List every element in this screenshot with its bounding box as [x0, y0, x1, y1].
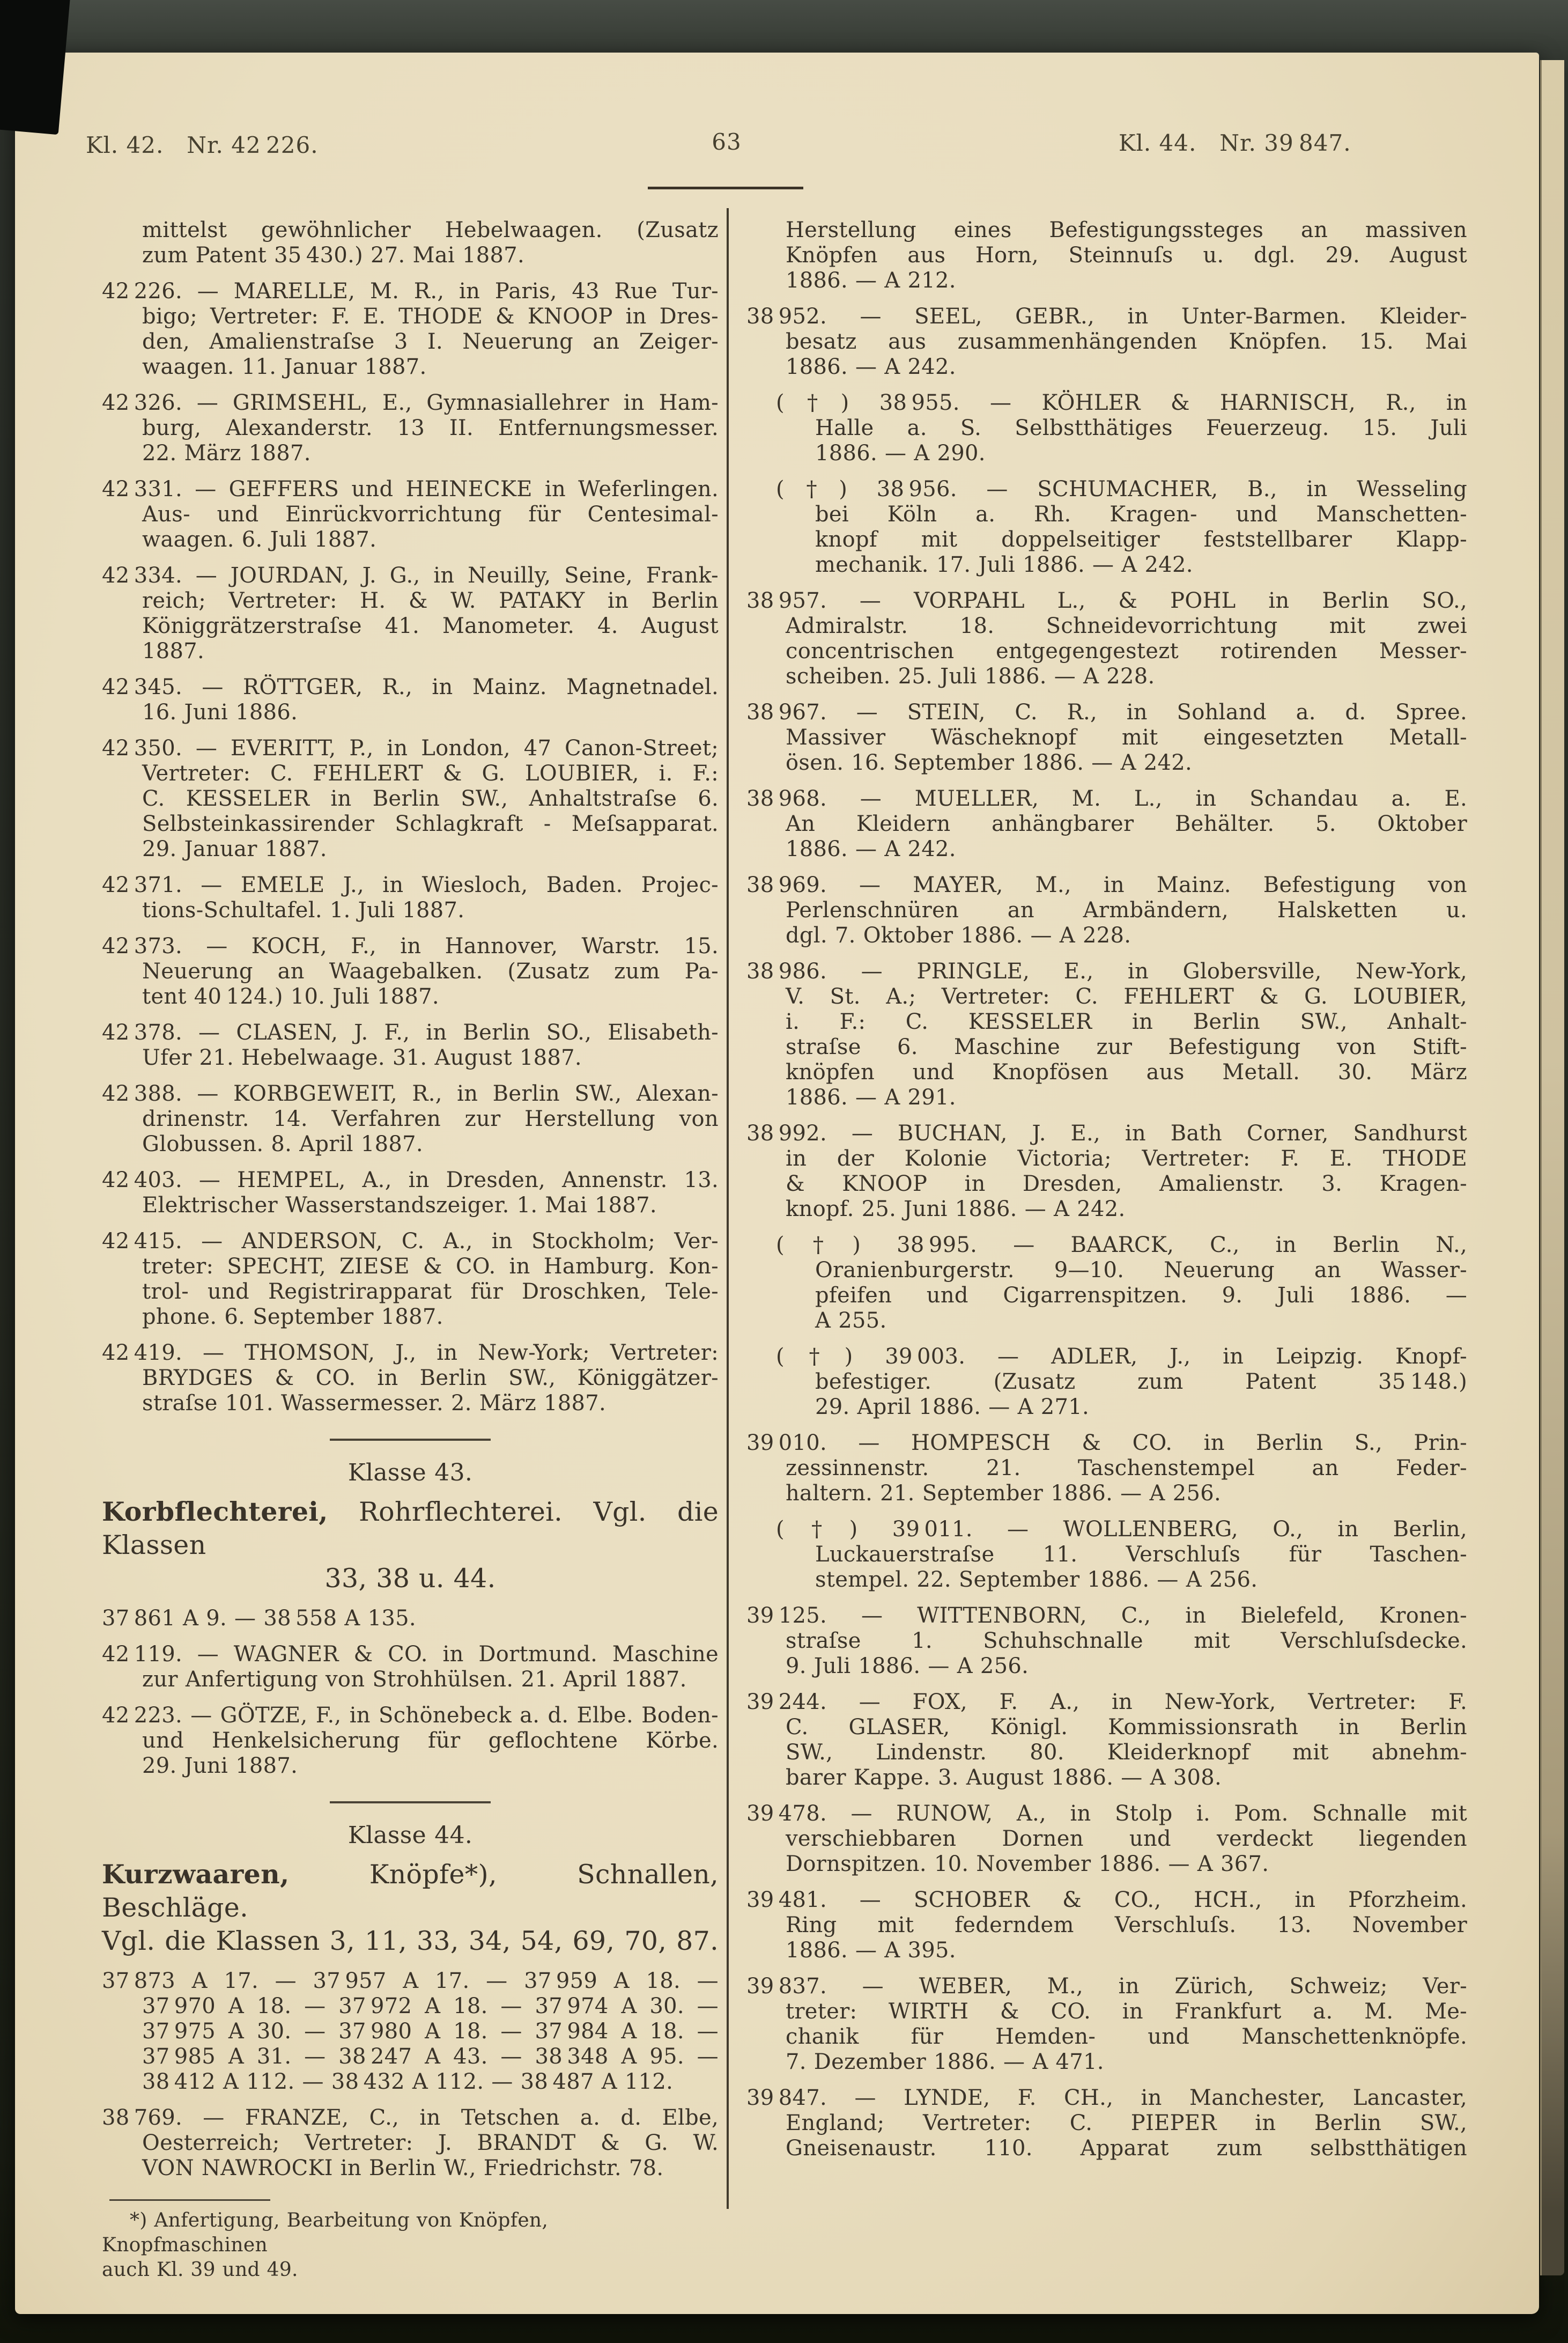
patent-entry — [102, 1340, 719, 1416]
text-line: Massiver Wäscheknopf mit eingesetzten Metall- — [786, 725, 1467, 750]
text-line: befestiger. (Zusatz zum Patent 35 148.) — [815, 1369, 1467, 1394]
text-line: verschiebbaren Dornen und verdeckt liegenden — [786, 1826, 1467, 1851]
class-title-rest: Rohrflechterei. Vgl. die Klassen — [102, 1497, 719, 1560]
patent-entry — [746, 959, 1467, 1110]
patent-entry — [102, 934, 719, 1010]
text-line: besatz aus zusammenhängenden Knöpfen. 15. Mai — [786, 329, 1467, 354]
text-line: haltern. 21. September 1886. — A 256. — [786, 1481, 1221, 1506]
text-line: 42 371. — EMELE J., in Wiesloch, Baden. Projec- — [102, 873, 719, 897]
text-line: 29. April 1886. — A 271. — [815, 1395, 1090, 1419]
text-line: 42 326. — GRIMSEHL, E., Gymnasiallehrer in Ham- — [102, 390, 719, 415]
footnote-rule — [109, 2199, 270, 2201]
left-column — [102, 207, 719, 2282]
patent-entry — [746, 1801, 1467, 1877]
text-line: Halle a. S. Selbstthätiges Feuerzeug. 15. Juli — [815, 416, 1467, 440]
text-line: 38 957. — VORPAHL L., & POHL in Berlin SO., — [746, 588, 1467, 613]
text-line: concentrischen entgegengestezt rotirenden Messer- — [786, 639, 1467, 664]
text-line: 37 975 A 30. — 37 980 A 18. — 37 984 A 18. — — [142, 2019, 719, 2044]
text-line: 38 992. — BUCHAN, J. E., in Bath Corner, Sandhurst — [746, 1121, 1467, 1146]
text-line: 1886. — A 291. — [786, 1085, 956, 1110]
patent-entry — [746, 1121, 1467, 1222]
text-line: knöpfen und Knopfösen aus Metall. 30. März — [786, 1060, 1467, 1085]
text-line: zum Patent 35 430.) 27. Mai 1887. — [142, 243, 525, 268]
text-line: 39 244. — FOX, F. A., in New-York, Vertreter: F. — [746, 1690, 1467, 1714]
patent-entry — [776, 1233, 1467, 1333]
text-line: SW., Lindenstr. 80. Kleiderknopf mit abnehm- — [786, 1740, 1467, 1765]
text-line: 38 769. — FRANZE, C., in Tetschen a. d. Elbe, — [102, 2105, 719, 2130]
column-divider-rule — [727, 208, 729, 2209]
text-line: ösen. 16. September 1886. — A 242. — [786, 750, 1193, 775]
class-title-bold: Korbflechterei, — [102, 1496, 328, 1527]
page-fore-edge — [1540, 60, 1564, 2275]
text-line: 42 350. — EVERITT, P., in London, 47 Canon-Street; — [102, 736, 719, 761]
text-line: 1886. — A 212. — [786, 268, 956, 293]
class-title-rest: Knöpfe*), Schnallen, Beschläge. — [102, 1859, 719, 1923]
text-line: tent 40 124.) 10. Juli 1887. — [142, 984, 439, 1009]
patent-entry — [746, 2086, 1467, 2161]
text-line: auch Kl. 39 und 49. — [102, 2259, 298, 2281]
patent-entry — [746, 1888, 1467, 1963]
patent-entry — [102, 1168, 719, 1218]
text-line: burg, Alexanderstr. 13 II. Entfernungsmesser. — [142, 416, 719, 440]
book-corner-shadow — [0, 0, 70, 135]
text-line: 1886. — A 242. — [786, 355, 956, 379]
text-line: Neuerung an Waagebalken. (Zusatz zum Pa- — [142, 959, 719, 984]
text-line: 39 837. — WEBER, M., in Zürich, Schweiz; Ver- — [746, 1974, 1467, 1999]
patent-entry — [786, 218, 1467, 293]
text-line: straſse 6. Maschine zur Befestigung von Stift- — [786, 1035, 1467, 1059]
text-line: barer Kappe. 3. August 1886. — A 308. — [786, 1765, 1222, 1790]
text-line: und Henkelsicherung für geflochtene Körbe. — [142, 1728, 719, 1753]
text-line: Dornspitzen. 10. November 1886. — A 367. — [786, 1852, 1269, 1876]
text-line: 42 415. — ANDERSON, C. A., in Stockholm; Ver- — [102, 1229, 719, 1254]
text-line: (†) 38 956. — SCHUMACHER, B., in Wesseling — [776, 477, 1467, 502]
text-line: knopf mit doppelseitiger feststellbarer Klapp- — [815, 527, 1467, 552]
running-head-right: Kl. 44. Nr. 39 847. — [1119, 130, 1351, 156]
patent-entry — [102, 563, 719, 664]
patent-entry — [102, 1606, 719, 1631]
patent-entry — [746, 1431, 1467, 1506]
text-line: Oranienburgerstr. 9—10. Neuerung an Wasser- — [815, 1258, 1467, 1283]
text-line: in der Kolonie Victoria; Vertreter: F. E. THODE — [786, 1146, 1467, 1171]
text-line: 38 969. — MAYER, M., in Mainz. Befestigung von — [746, 873, 1467, 897]
patent-entry — [746, 873, 1467, 948]
patent-entry — [746, 1603, 1467, 1679]
text-line: 1887. — [142, 639, 205, 664]
text-line: (†) 39 003. — ADLER, J., in Leipzig. Knopf- — [776, 1344, 1467, 1369]
text-line: 1886. — A 242. — [786, 837, 956, 861]
text-line: Vertreter: C. FEHLERT & G. LOUBIER, i. F.: — [142, 761, 719, 786]
class-title-rest: 33, 38 u. 44. — [324, 1563, 496, 1594]
text-line: A 255. — [815, 1308, 887, 1333]
patent-entry — [776, 1517, 1467, 1593]
text-line: scheiben. 25. Juli 1886. — A 228. — [786, 664, 1155, 689]
patent-entry — [142, 218, 719, 268]
text-line: C. GLASER, Königl. Kommissionsrath in Berlin — [786, 1715, 1467, 1740]
section-separator-rule — [330, 1439, 491, 1441]
patent-entry — [102, 279, 719, 380]
text-line: 39 125. — WITTENBORN, C., in Bielefeld, Kronen- — [746, 1603, 1467, 1628]
text-line: zur Anfertigung von Strohhülsen. 21. April 1887. — [142, 1667, 687, 1692]
text-line: 42 223. — GÖTZE, F., in Schönebeck a. d. Elbe. Boden- — [102, 1703, 719, 1728]
text-line: & KNOOP in Dresden, Amalienstr. 3. Kragen- — [786, 1172, 1467, 1196]
text-line: 38 968. — MUELLER, M. L., in Schandau a. E. — [746, 786, 1467, 811]
text-line: Admiralstr. 18. Schneidevorrichtung mit zwei — [786, 614, 1467, 638]
text-line: Herstellung eines Befestigungssteges an massiven — [786, 218, 1467, 242]
patent-entry — [102, 1703, 719, 1779]
patent-entry — [102, 1020, 719, 1071]
running-head-left: Kl. 42. Nr. 42 226. — [86, 132, 319, 158]
text-line: 22. März 1887. — [142, 441, 311, 466]
class-title-line — [102, 1562, 719, 1595]
right-column — [746, 207, 1467, 2161]
patent-entry — [776, 477, 1467, 578]
text-line: trol- und Registrirapparat für Droschken, Tele- — [142, 1279, 719, 1304]
patent-entry — [102, 1081, 719, 1157]
text-line: 42 419. — THOMSON, J., in New-York; Vertreter: — [102, 1340, 719, 1365]
text-line: knopf. 25. Juni 1886. — A 242. — [786, 1197, 1126, 1221]
text-line: chanik für Hemden- und Manschettenknöpfe. — [786, 2024, 1467, 2049]
text-line: 39 847. — LYNDE, F. CH., in Manchester, Lancaster, — [746, 2086, 1467, 2110]
text-line: mittelst gewöhnlicher Hebelwaagen. (Zusatz — [142, 218, 719, 242]
text-line: 38 412 A 112. — 38 432 A 112. — 38 487 A 112. — [142, 2069, 674, 2094]
class-title-rest: Vgl. die Klassen 3, 11, 33, 34, 54, 69, 70, 87. — [102, 1926, 719, 1956]
text-line: 42 373. — KOCH, F., in Hannover, Warstr. 15. — [102, 934, 719, 959]
patent-entry — [102, 1642, 719, 1692]
patent-entry — [102, 2105, 719, 2181]
text-line: zessinnenstr. 21. Taschenstempel an Feder- — [786, 1456, 1467, 1480]
text-line: 39 481. — SCHOBER & CO., HCH., in Pforzheim. — [746, 1888, 1467, 1912]
text-line: 29. Januar 1887. — [142, 837, 327, 861]
class-heading: Klasse 43. — [347, 1459, 473, 1486]
class-title-bold: Kurzwaaren, — [102, 1859, 290, 1890]
class-title-line — [102, 1925, 719, 1958]
page-number-underline — [648, 187, 803, 189]
text-line: 42 388. — KORBGEWEIT, R., in Berlin SW., Alexan- — [102, 1081, 719, 1106]
text-line: Ring mit federndem Verschluſs. 13. November — [786, 1913, 1467, 1937]
section-separator-rule — [330, 1801, 491, 1803]
patent-entry — [102, 873, 719, 923]
patent-entry — [102, 390, 719, 466]
text-line: England; Vertreter: C. PIEPER in Berlin SW., — [786, 2111, 1467, 2135]
patent-entry — [102, 1969, 719, 2095]
text-line: Perlenschnüren an Armbändern, Halsketten u. — [786, 898, 1467, 923]
text-line: stempel. 22. September 1886. — A 256. — [815, 1567, 1258, 1592]
text-line: bei Köln a. Rh. Kragen- und Manschetten- — [815, 502, 1467, 527]
text-line: 38 986. — PRINGLE, E., in Globersville, New-York, — [746, 959, 1467, 984]
text-line: reich; Vertreter: H. & W. PATAKY in Berlin — [142, 588, 719, 613]
patent-entry — [746, 304, 1467, 380]
text-line: waagen. 11. Januar 1887. — [142, 355, 427, 379]
text-line: 42 119. — WAGNER & CO. in Dortmund. Maschine — [102, 1642, 719, 1667]
text-line: i. F.: C. KESSELER in Berlin SW., Anhalt- — [786, 1010, 1467, 1034]
text-line: drinenstr. 14. Verfahren zur Herstellung von — [142, 1107, 719, 1131]
text-line: Globussen. 8. April 1887. — [142, 1132, 423, 1156]
footnote — [102, 2208, 719, 2282]
text-line: 37 970 A 18. — 37 972 A 18. — 37 974 A 30. — — [142, 1994, 719, 2018]
text-line: Knöpfen aus Horn, Steinnuſs u. dgl. 29. August — [786, 243, 1467, 268]
text-line: 37 861 A 9. — 38 558 A 135. — [102, 1606, 416, 1631]
text-line: mechanik. 17. Juli 1886. — A 242. — [815, 552, 1193, 577]
patent-entry — [746, 1974, 1467, 2075]
patent-entry — [102, 477, 719, 552]
text-line: 42 226. — MARELLE, M. R., in Paris, 43 Rue Tur- — [102, 279, 719, 304]
text-line: Aus- und Einrückvorrichtung für Centesimal- — [142, 502, 719, 527]
text-line: 38 952. — SEEL, GEBR., in Unter-Barmen. Kleider- — [746, 304, 1467, 329]
text-line: V. St. A.; Vertreter: C. FEHLERT & G. LOUBIER, — [786, 984, 1467, 1009]
text-line: 42 345. — RÖTTGER, R., in Mainz. Magnetnadel. — [102, 675, 719, 699]
text-line: 39 010. — HOMPESCH & CO. in Berlin S., Prin- — [746, 1431, 1467, 1455]
text-line: Luckauerstraſse 11. Verschluſs für Taschen- — [815, 1542, 1467, 1567]
text-line: An Kleidern anhängbarer Behälter. 5. Oktober — [786, 812, 1467, 836]
patent-entry — [102, 736, 719, 862]
patent-entry — [746, 786, 1467, 862]
text-line: BRYDGES & CO. in Berlin SW., Königgätzer- — [142, 1366, 719, 1390]
text-line: treter: SPECHT, ZIESE & CO. in Hamburg. Kon- — [142, 1254, 719, 1279]
text-line: waagen. 6. Juli 1887. — [142, 527, 377, 552]
text-line: 42 378. — CLASEN, J. F., in Berlin SO., Elisabeth- — [102, 1020, 719, 1045]
text-line: 42 403. — HEMPEL, A., in Dresden, Annenstr. 13. — [102, 1168, 719, 1192]
text-line: Oesterreich; Vertreter: J. BRANDT & G. W. — [142, 2131, 719, 2155]
scanned-document-page — [15, 53, 1539, 2314]
text-line: pfeifen und Cigarrenspitzen. 9. Juli 1886. — — [815, 1283, 1467, 1308]
text-line: den, Amalienstraſse 3 I. Neuerung an Zeiger- — [142, 329, 719, 354]
text-line: 42 331. — GEFFERS und HEINECKE in Weferlingen. — [102, 477, 719, 502]
text-line: treter: WIRTH & CO. in Frankfurt a. M. Me- — [786, 1999, 1467, 2024]
text-line: dgl. 7. Oktober 1886. — A 228. — [786, 923, 1131, 948]
patent-entry — [102, 675, 719, 725]
text-line: 9. Juli 1886. — A 256. — [786, 1654, 1029, 1678]
text-line: 39 478. — RUNOW, A., in Stolp i. Pom. Schnalle mit — [746, 1801, 1467, 1826]
text-line: (†) 39 011. — WOLLENBERG, O., in Berlin, — [776, 1517, 1467, 1542]
text-line: Elektrischer Wasserstandszeiger. 1. Mai 1887. — [142, 1193, 657, 1218]
patent-entry — [776, 390, 1467, 466]
page-number: 63 — [712, 129, 742, 155]
text-line: straſse 101. Wassermesser. 2. März 1887. — [142, 1391, 606, 1416]
text-line: (†) 38 995. — BAARCK, C., in Berlin N., — [776, 1233, 1467, 1257]
patent-entry — [746, 1690, 1467, 1791]
class-title — [102, 1858, 719, 1958]
class-title-line — [102, 1495, 719, 1562]
patent-entry — [776, 1344, 1467, 1420]
text-line: 16. Juni 1886. — [142, 700, 298, 725]
text-line: 7. Dezember 1886. — A 471. — [786, 2050, 1104, 2074]
text-line: Selbsteinkassirender Schlagkraft - Meſsapparat. — [142, 812, 719, 836]
text-line: 38 967. — STEIN, C. R., in Sohland a. d. Spree. — [746, 700, 1467, 725]
text-line: 29. Juni 1887. — [142, 1753, 298, 1778]
text-line: C. KESSELER in Berlin SW., Anhaltstraſse 6. — [142, 786, 719, 811]
text-line: bigo; Vertreter: F. E. THODE & KNOOP in Dres- — [142, 304, 719, 329]
text-line: VON NAWROCKI in Berlin W., Friedrichstr. 78. — [142, 2156, 664, 2180]
class-title-line — [102, 1858, 719, 1925]
text-line: 1886. — A 290. — [815, 441, 986, 466]
patent-entry — [746, 588, 1467, 689]
text-line: phone. 6. September 1887. — [142, 1305, 443, 1329]
text-line: 37 873 A 17. — 37 957 A 17. — 37 959 A 18. — — [102, 1969, 719, 1993]
text-line: Ufer 21. Hebelwaage. 31. August 1887. — [142, 1045, 582, 1070]
text-line: *) Anfertigung, Bearbeitung von Knöpfen, Knopfmaschinen — [102, 2209, 549, 2256]
text-line: 1886. — A 395. — [786, 1938, 956, 1963]
patent-entry — [102, 1229, 719, 1330]
class-title — [102, 1495, 719, 1595]
text-line: tions-Schultafel. 1. Juli 1887. — [142, 898, 465, 923]
text-line: 37 985 A 31. — 38 247 A 43. — 38 348 A 95. — — [142, 2044, 719, 2069]
text-line: (†) 38 955. — KÖHLER & HARNISCH, R., in — [776, 390, 1467, 415]
text-line: 42 334. — JOURDAN, J. G., in Neuilly, Seine, Frank- — [102, 563, 719, 588]
patent-entry — [746, 700, 1467, 776]
text-line: straſse 1. Schuhschnalle mit Verschluſsdecke. — [786, 1629, 1467, 1653]
class-heading: Klasse 44. — [347, 1822, 473, 1849]
text-line: Gneisenaustr. 110. Apparat zum selbstthätigen — [786, 2136, 1467, 2161]
text-line: Königgrätzerstraſse 41. Manometer. 4. August — [142, 614, 719, 638]
